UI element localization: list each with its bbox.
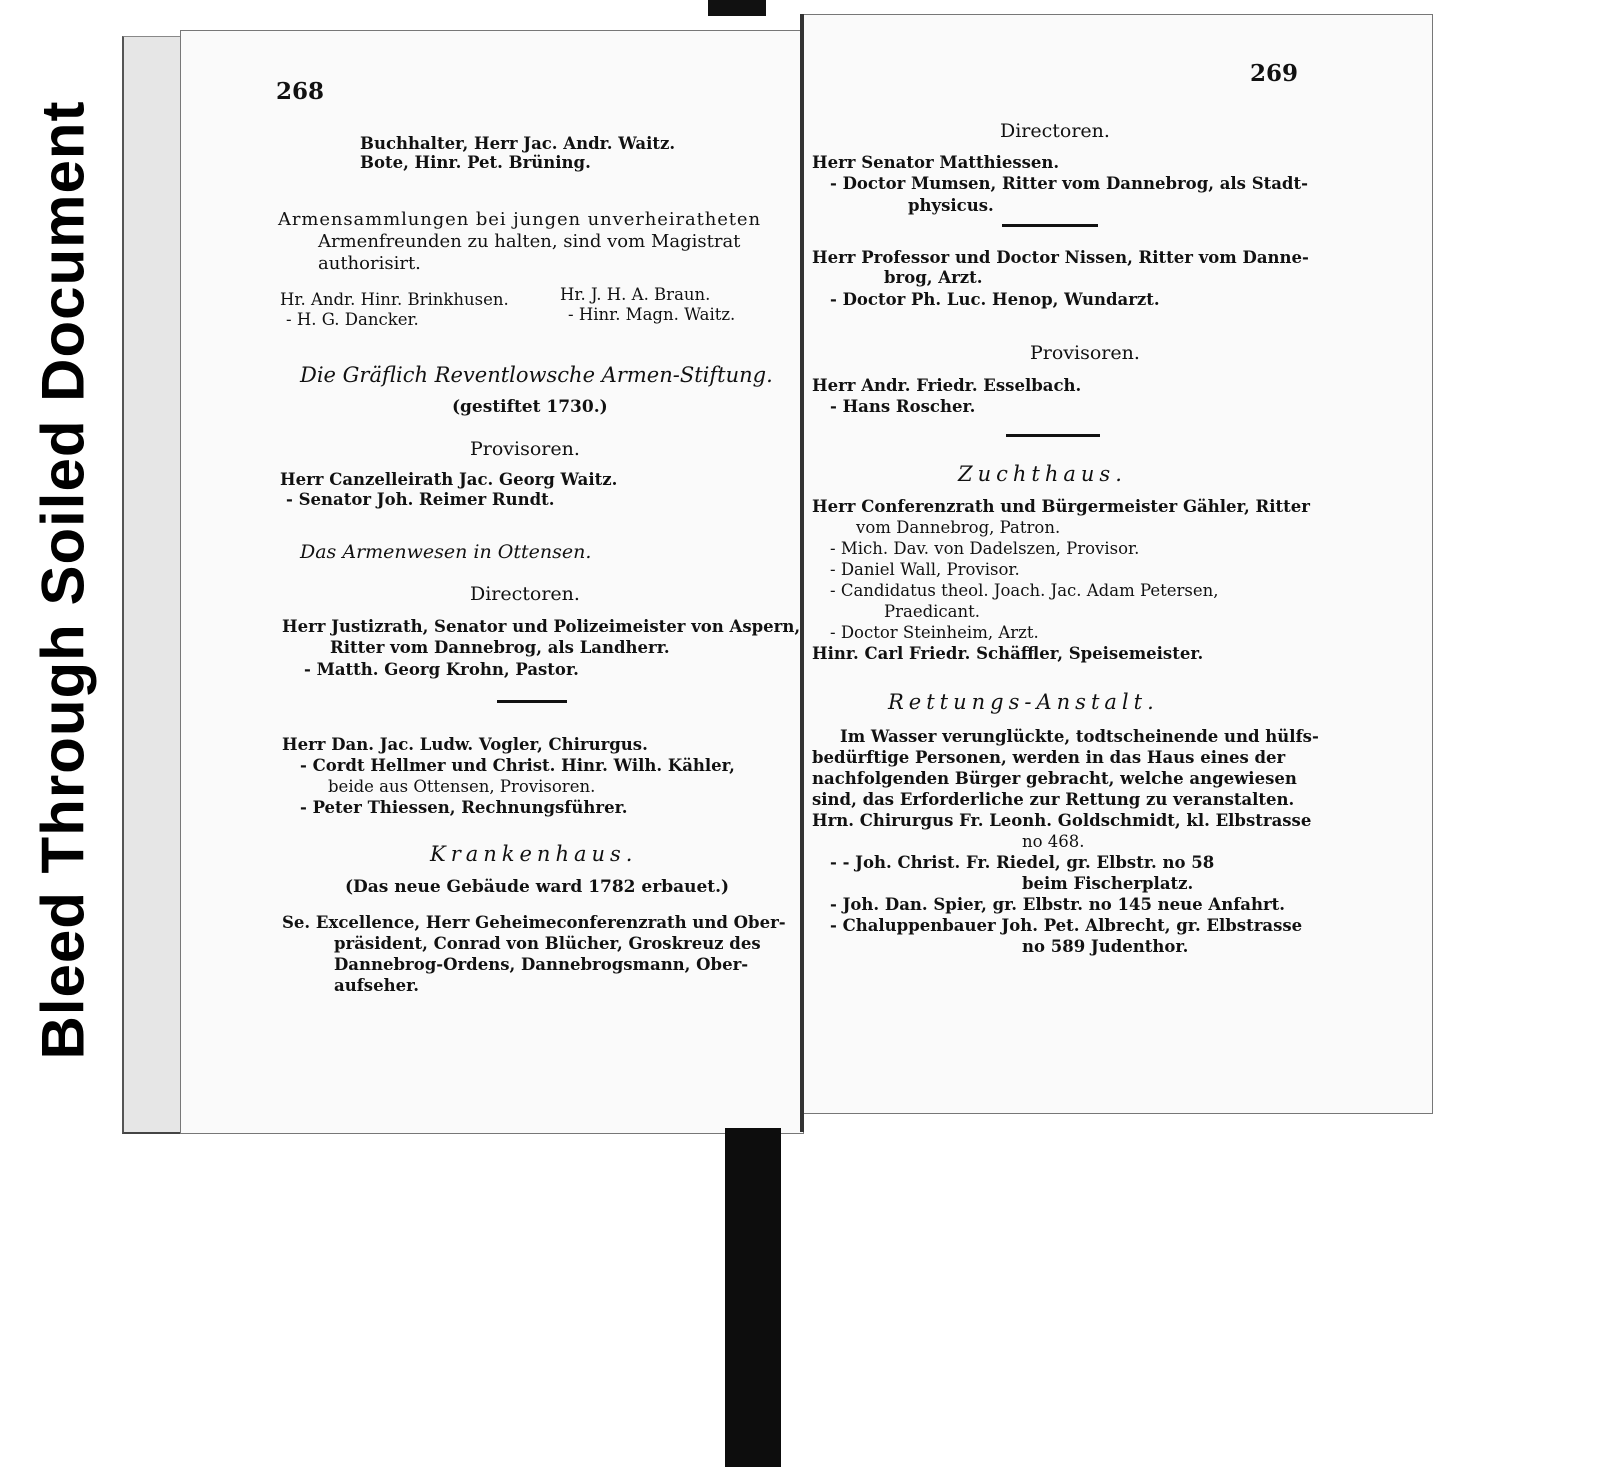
text-line: Herr Andr. Friedr. Esselbach.: [812, 376, 1082, 395]
text-line: beide aus Ottensen, Provisoren.: [328, 777, 596, 796]
section-heading: Provisoren.: [1030, 342, 1140, 364]
text-line: (Das neue Gebäude ward 1782 erbauet.): [345, 877, 730, 897]
page-number-left: 268: [276, 78, 325, 105]
text-line: - Cordt Hellmer und Christ. Hinr. Wilh. Kähler,: [300, 756, 735, 775]
text-line: Hrn. Chirurgus Fr. Leonh. Goldschmidt, kl. Elbstrasse: [812, 811, 1312, 830]
text-line: no 589 Judenthor.: [1022, 937, 1189, 956]
text-line: aufseher.: [334, 976, 419, 995]
text-line: Herr Professor und Doctor Nissen, Ritter vom Danne-: [812, 248, 1309, 267]
page-number-right: 269: [1250, 60, 1299, 87]
book-page-edges: [122, 36, 184, 1134]
text-line: Se. Excellence, Herr Geheimeconferenzrath und Ober-: [282, 913, 786, 932]
spine-shadow-bottom: [725, 1128, 781, 1467]
text-line: beim Fischerplatz.: [1022, 874, 1194, 893]
section-rule: [1002, 224, 1098, 227]
section-heading: Zuchthaus.: [958, 462, 1127, 486]
text-line: Buchhalter, Herr Jac. Andr. Waitz.: [360, 134, 676, 153]
book-gutter: [800, 14, 804, 1132]
text-line: authorisirt.: [318, 253, 421, 274]
side-label: Bleed Through Soiled Document: [29, 100, 97, 1060]
text-line: - Candidatus theol. Joach. Jac. Adam Petersen,: [830, 581, 1219, 600]
text-line: - Doctor Mumsen, Ritter vom Dannebrog, als Stadt-: [830, 174, 1308, 193]
text-line: präsident, Conrad von Blücher, Groskreuz des: [334, 934, 761, 953]
text-line: Herr Senator Matthiessen.: [812, 153, 1060, 172]
text-line: sind, das Erforderliche zur Rettung zu veranstalten.: [812, 790, 1295, 809]
text-line: - Hinr. Magn. Waitz.: [568, 305, 736, 324]
text-line: Hinr. Carl Friedr. Schäffler, Speisemeister.: [812, 644, 1204, 663]
text-line: no 468.: [1022, 832, 1085, 851]
section-heading: Krankenhaus.: [430, 842, 638, 866]
text-line: - Hans Roscher.: [830, 397, 976, 416]
text-line: nachfolgenden Bürger gebracht, welche angewiesen: [812, 769, 1297, 788]
text-line: - Joh. Dan. Spier, gr. Elbstr. no 145 neue Anfahrt.: [830, 895, 1286, 914]
text-line: Hr. J. H. A. Braun.: [560, 285, 711, 304]
text-line: (gestiftet 1730.): [452, 397, 608, 417]
text-line: - Mich. Dav. von Dadelszen, Provisor.: [830, 539, 1140, 558]
text-line: Herr Justizrath, Senator und Polizeimeister von Aspern,: [282, 617, 801, 636]
text-line: - Matth. Georg Krohn, Pastor.: [304, 660, 579, 679]
text-line: Ritter vom Dannebrog, als Landherr.: [330, 638, 670, 657]
section-heading: Rettungs-Anstalt.: [888, 690, 1159, 714]
text-line: vom Dannebrog, Patron.: [856, 518, 1061, 537]
section-rule: [497, 700, 567, 703]
text-line: Dannebrog-Ordens, Dannebrogsmann, Ober-: [334, 955, 749, 974]
text-line: - Doctor Steinheim, Arzt.: [830, 623, 1039, 642]
spine-shadow-top: [708, 0, 766, 16]
text-line: - H. G. Dancker.: [286, 310, 419, 329]
text-line: brog, Arzt.: [884, 268, 983, 287]
text-line: - - Joh. Christ. Fr. Riedel, gr. Elbstr. no 58: [830, 853, 1215, 872]
text-line: Bote, Hinr. Pet. Brüning.: [360, 153, 591, 172]
text-line: - Peter Thiessen, Rechnungsführer.: [300, 798, 628, 817]
section-heading: Das Armenwesen in Ottensen.: [300, 541, 592, 563]
section-heading: Directoren.: [1000, 120, 1110, 142]
text-line: Armenfreunden zu halten, sind vom Magistrat: [318, 231, 741, 252]
text-line: - Daniel Wall, Provisor.: [830, 560, 1020, 579]
text-line: Hr. Andr. Hinr. Brinkhusen.: [280, 290, 509, 309]
section-heading: Directoren.: [470, 583, 580, 605]
text-line: Herr Conferenzrath und Bürgermeister Gähler, Ritter: [812, 497, 1310, 516]
text-line: Armensammlungen bei jungen unverheiratheten: [278, 209, 761, 230]
text-line: Herr Canzelleirath Jac. Georg Waitz.: [280, 470, 618, 489]
text-line: Praedicant.: [884, 602, 981, 621]
text-line: - Chaluppenbauer Joh. Pet. Albrecht, gr. Elbstrasse: [830, 916, 1303, 935]
text-line: bedürftige Personen, werden in das Haus eines der: [812, 748, 1286, 767]
section-rule: [1006, 434, 1100, 437]
section-heading: Provisoren.: [470, 438, 580, 460]
text-line: - Doctor Ph. Luc. Henop, Wundarzt.: [830, 290, 1160, 309]
text-line: - Senator Joh. Reimer Rundt.: [286, 490, 555, 509]
text-line: physicus.: [908, 196, 994, 215]
text-line: Herr Dan. Jac. Ludw. Vogler, Chirurgus.: [282, 735, 648, 754]
section-heading: Die Gräflich Reventlowsche Armen-Stiftung.: [300, 363, 773, 387]
text-line: Im Wasser verunglückte, todtscheinende und hülfs-: [840, 727, 1319, 746]
